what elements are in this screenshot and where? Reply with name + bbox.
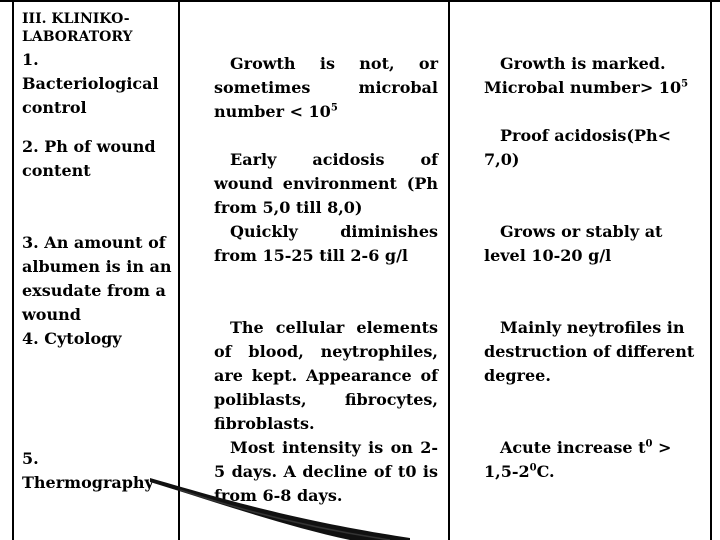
row-label-albumen: 3. An amount of albumen is in an exsudate from a wound: [22, 233, 172, 324]
section-heading: III. KLINIKO-LABORATORY: [22, 11, 133, 45]
grows-stably-text: Grows or stably at level 10-20 g/l: [484, 222, 663, 265]
growth-marked-text: Growth is marked. Microbal number> $10^5$: [484, 54, 689, 97]
decorative-swoosh: [150, 470, 410, 540]
row-label-cytology: 4. Cytology: [22, 329, 122, 348]
thermography-intensity-text: Most intensity is on 2-5 days. A decline of t0 is from 6-8 days.: [214, 438, 438, 505]
column-divider-1: [178, 0, 180, 540]
acute-increase-text: Acute increase $t^0 > 1,5-2^0C$.: [484, 438, 672, 481]
albumen-diminish-text: Quickly diminishes from 15-25 till 2-6 g/l: [214, 222, 438, 265]
growth-normal-text: Growth is not, or sometimes microbal number < $10^5$: [214, 54, 438, 121]
row-label-bacteriological: 1. Bacteriological control: [22, 50, 159, 117]
column-divider-2: [448, 0, 450, 540]
row-label-thermography: 5. Thermography: [22, 449, 154, 492]
early-acidosis-text: Early acidosis of wound environment (Ph from 5,0 till 8,0): [214, 150, 438, 217]
proof-acidosis-text: Proof acidosis(Ph< 7,0): [484, 126, 672, 169]
neytrofiles-text: Mainly neytrofiles in destruction of different degree.: [484, 318, 695, 385]
table-border-top: [0, 0, 720, 2]
cellular-elements-text: The cellular elements of blood, neytrophiles, are kept. Appearance of poliblasts, fibrocytes, fibroblasts.: [214, 318, 438, 433]
table-border-right: [710, 0, 712, 540]
table-border-left: [12, 0, 14, 540]
row-label-ph: 2. Ph of wound content: [22, 137, 156, 180]
